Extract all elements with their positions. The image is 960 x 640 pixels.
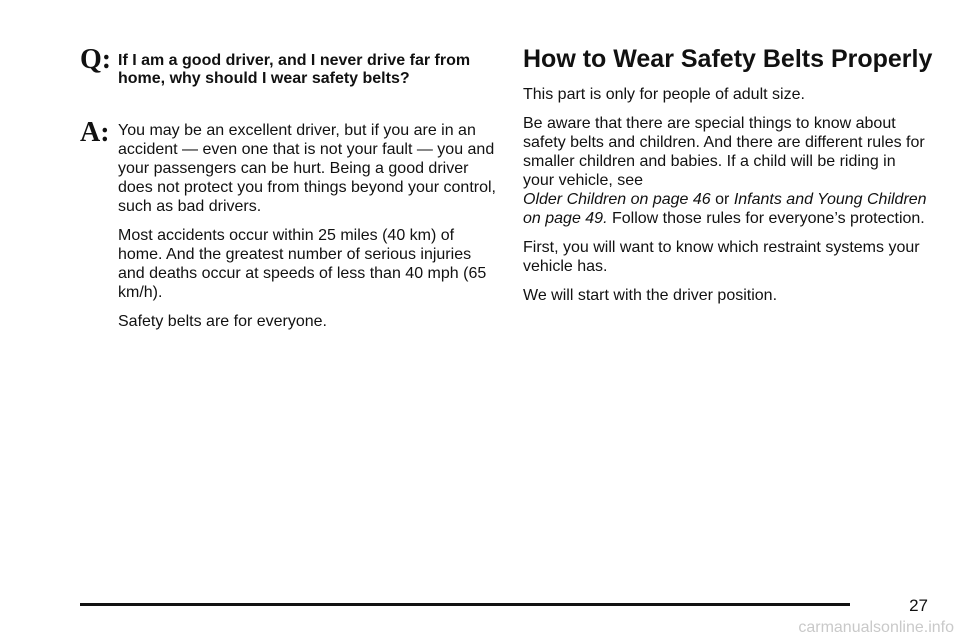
watermark: carmanualsonline.info <box>798 619 954 636</box>
section-paragraph-text: Be aware that there are special things to know about safety belts and children. And there are different rules for smaller children and babies. If a child will be riding in your vehicle, see <box>523 115 925 189</box>
footer-rule <box>80 603 850 606</box>
section-paragraph: This part is only for people of adult size. <box>523 86 805 103</box>
section-paragraph: We will start with the driver position. <box>523 287 778 304</box>
answer-block <box>118 121 500 341</box>
section-paragraph: First, you will want to know which restraint systems your vehicle has. <box>523 239 920 275</box>
page-number: 27 <box>909 596 928 615</box>
section-paragraph <box>523 114 928 228</box>
section-body <box>523 85 928 315</box>
answer-paragraph: Safety belts are for everyone. <box>118 313 327 330</box>
answer-paragraph: Most accidents occur within 25 miles (40 km) of home. And the greatest number of serious injuries and deaths occur at speeds of less than 40 mph (65 km/h). <box>118 227 487 301</box>
question-marker: Q: <box>80 44 112 75</box>
section-heading: How to Wear Safety Belts Properly <box>523 45 933 73</box>
or-text: or <box>715 191 730 208</box>
answer-marker: A: <box>80 117 110 148</box>
xref-older-children-link[interactable]: Older Children on page 46 <box>523 191 711 208</box>
answer-paragraph: You may be an excellent driver, but if you are in an accident — even one that is not your fault — you and your passengers can be hurt. Being a good driver does not protect you from things beyond your control, such as bad drivers. <box>118 122 496 215</box>
question-text: If I am a good driver, and I never drive far from home, why should I wear safety belts? <box>118 52 471 87</box>
section-paragraph-tail: Follow those rules for everyone’s protection. <box>611 210 925 227</box>
xref-infants-link[interactable]: Infants and Young Children on page 49. <box>523 191 927 227</box>
